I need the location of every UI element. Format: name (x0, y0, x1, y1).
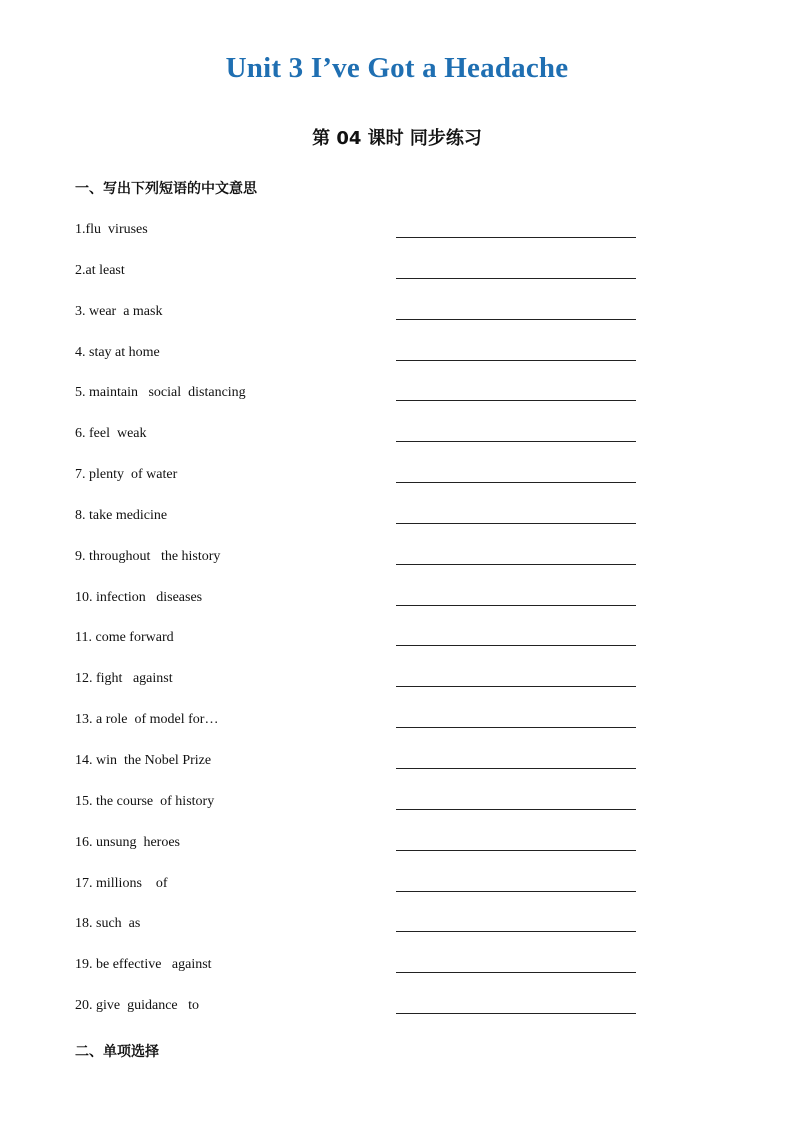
list-item (75, 913, 675, 954)
section-heading-translate: 一、写出下列短语的中文意思 (75, 181, 257, 197)
answer-blank[interactable] (396, 768, 636, 769)
list-item (75, 791, 675, 832)
answer-blank[interactable] (396, 972, 636, 973)
answer-blank[interactable] (396, 319, 636, 320)
answer-blank[interactable] (396, 727, 636, 728)
list-item (75, 750, 675, 791)
answer-blank[interactable] (396, 482, 636, 483)
phrase-label: 9. throughout the history (75, 548, 221, 564)
list-item (75, 668, 675, 709)
list-item (75, 382, 675, 423)
answer-blank[interactable] (396, 605, 636, 606)
list-item (75, 587, 675, 628)
phrase-label: 7. plenty of water (75, 467, 178, 483)
list-item (75, 627, 675, 668)
list-item (75, 995, 675, 1036)
answer-blank[interactable] (396, 686, 636, 687)
phrase-label: 4. stay at home (75, 344, 160, 360)
answer-blank[interactable] (396, 931, 636, 932)
list-item (75, 464, 675, 505)
answer-blank[interactable] (396, 441, 636, 442)
section-heading-multiple-choice: 二、单项选择 (75, 1044, 159, 1060)
phrase-label: 12. fight against (75, 671, 173, 687)
phrase-label: 8. take medicine (75, 507, 168, 523)
phrase-label: 18. such as (75, 916, 141, 932)
phrase-label: 2.at least (75, 262, 125, 278)
phrase-label: 15. the course of history (75, 793, 215, 809)
answer-blank[interactable] (396, 564, 636, 565)
phrase-label: 19. be effective against (75, 957, 212, 973)
phrase-label: 10. infection diseases (75, 589, 203, 605)
answer-blank[interactable] (396, 850, 636, 851)
phrase-label: 14. win the Nobel Prize (75, 752, 212, 768)
list-item (75, 342, 675, 383)
list-item (75, 301, 675, 342)
phrase-label: 3. wear a mask (75, 303, 163, 319)
answer-blank[interactable] (396, 237, 636, 238)
document-title: Unit 3 I’ve Got a Headache (225, 52, 569, 84)
answer-blank[interactable] (396, 645, 636, 646)
phrase-label: 1.flu viruses (75, 222, 148, 237)
answer-blank[interactable] (396, 1013, 636, 1014)
phrase-list (75, 219, 675, 1036)
list-item (75, 832, 675, 873)
list-item (75, 546, 675, 587)
list-item (75, 219, 675, 260)
answer-blank[interactable] (396, 523, 636, 524)
list-item (75, 260, 675, 301)
list-item (75, 505, 675, 546)
answer-blank[interactable] (396, 891, 636, 892)
answer-blank[interactable] (396, 400, 636, 401)
lesson-subtitle: 第 04 课时 同步练习 (312, 128, 482, 149)
list-item (75, 423, 675, 464)
list-item (75, 954, 675, 995)
answer-blank[interactable] (396, 809, 636, 810)
phrase-label: 16. unsung heroes (75, 834, 180, 850)
list-item (75, 709, 675, 750)
answer-blank[interactable] (396, 360, 636, 361)
phrase-label: 6. feel weak (75, 426, 147, 442)
phrase-label: 20. give guidance to (75, 998, 200, 1014)
phrase-label: 13. a role of model for… (75, 712, 219, 728)
list-item (75, 873, 675, 914)
phrase-label: 11. come forward (75, 630, 174, 646)
answer-blank[interactable] (396, 278, 636, 279)
phrase-label: 17. millions of (75, 875, 168, 891)
phrase-label: 5. maintain social distancing (75, 385, 246, 401)
